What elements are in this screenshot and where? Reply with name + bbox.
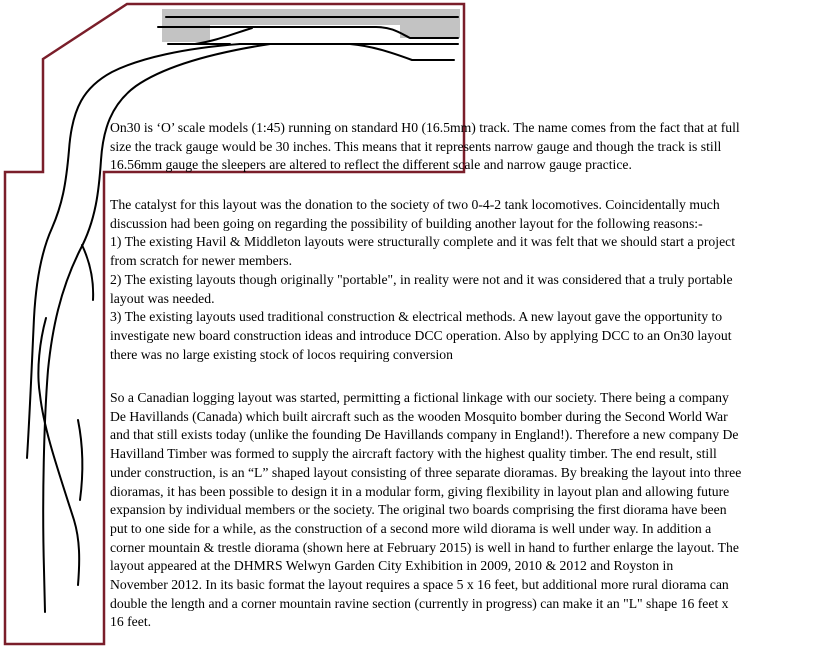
platform-area — [400, 25, 460, 38]
catalyst-paragraph — [110, 196, 816, 364]
text-line: put to one side for a while, as the construction of a second more wild diorama is well under way. In addition a — [110, 520, 712, 536]
text-line: size the track gauge would be 30 inches. This means that it represents narrow gauge and though the track is still — [110, 138, 722, 154]
text-line: November 2012. In its basic format the layout requires a space 5 x 16 feet, but additional more rural diorama can — [110, 577, 729, 593]
text-line: So a Canadian logging layout was started, permitting a fictional linkage with our society. There being a company — [110, 390, 729, 405]
text-line: and that still exists today (unlike the founding De Havillands company in England!). Therefore a new company De — [110, 427, 739, 443]
track-branch-line — [78, 420, 82, 500]
text-line: 16 feet. — [110, 614, 152, 630]
text-line: under construction, is an “L” shaped layout consisting of three separate dioramas. By breaking the layout into three — [110, 464, 742, 480]
text-line: 3) The existing layouts used traditional construction & electrical methods. A new layout gave the opportunity to — [110, 309, 723, 325]
text-line: investigate new board construction ideas and introduce DCC operation. Also by applying DCC to an On30 layout — [110, 327, 732, 343]
text-line: De Havillands (Canada) which built aircraft such as the wooden Mosquito bomber during the Second World War — [110, 408, 728, 424]
text-line: Havilland Timber was formed to supply the aircraft factory with the highest quality timber. The end result, still — [110, 446, 717, 462]
track-siding — [350, 44, 454, 60]
history-paragraph — [110, 389, 816, 632]
text-line: there was no large existing stock of locos requiring conversion — [110, 346, 453, 362]
intro-paragraph — [110, 119, 816, 175]
text-line: expansion by individual members or the society. The original two boards comprising the first diorama have been — [110, 502, 727, 518]
text-line: dioramas, it has been possible to design it in a modular form, giving flexibility in layout plan and allowing future — [110, 483, 730, 499]
text-line: On30 is ‘O’ scale models (1:45) running on standard H0 (16.5mm) track. The name comes from the fact that at full — [110, 120, 740, 135]
text-line: The catalyst for this layout was the donation to the society of two 0-4-2 tank locomotives. Coincidentally much — [110, 197, 720, 212]
text-line: 2) The existing layouts though originally "portable", in reality were not and it was considered that a truly portable — [110, 271, 733, 287]
text-line: 1) The existing Havil & Middleton layouts were structurally complete and it was felt that we should start a project — [110, 234, 736, 250]
text-line: corner mountain & trestle diorama (shown here at February 2015) is well in hand to further enlarge the layout. The — [110, 539, 739, 555]
text-line: discussion had been going on regarding the possibility of building another layout for the following reasons:- — [110, 215, 703, 231]
text-line: 16.56mm gauge the sleepers are altered to reflect the different scale and narrow gauge practice. — [110, 157, 632, 173]
text-line: from scratch for newer members. — [110, 253, 293, 269]
text-line: layout was needed. — [110, 290, 215, 306]
track-branch-line — [82, 245, 93, 300]
text-line: layout appeared at the DHMRS Welwyn Garden City Exhibition in 2009, 2010 & 2012 and Royston in — [110, 558, 674, 574]
text-line: double the length and a corner mountain ravine section (currently in progress) can make it an "L" shape 16 feet x — [110, 595, 729, 611]
